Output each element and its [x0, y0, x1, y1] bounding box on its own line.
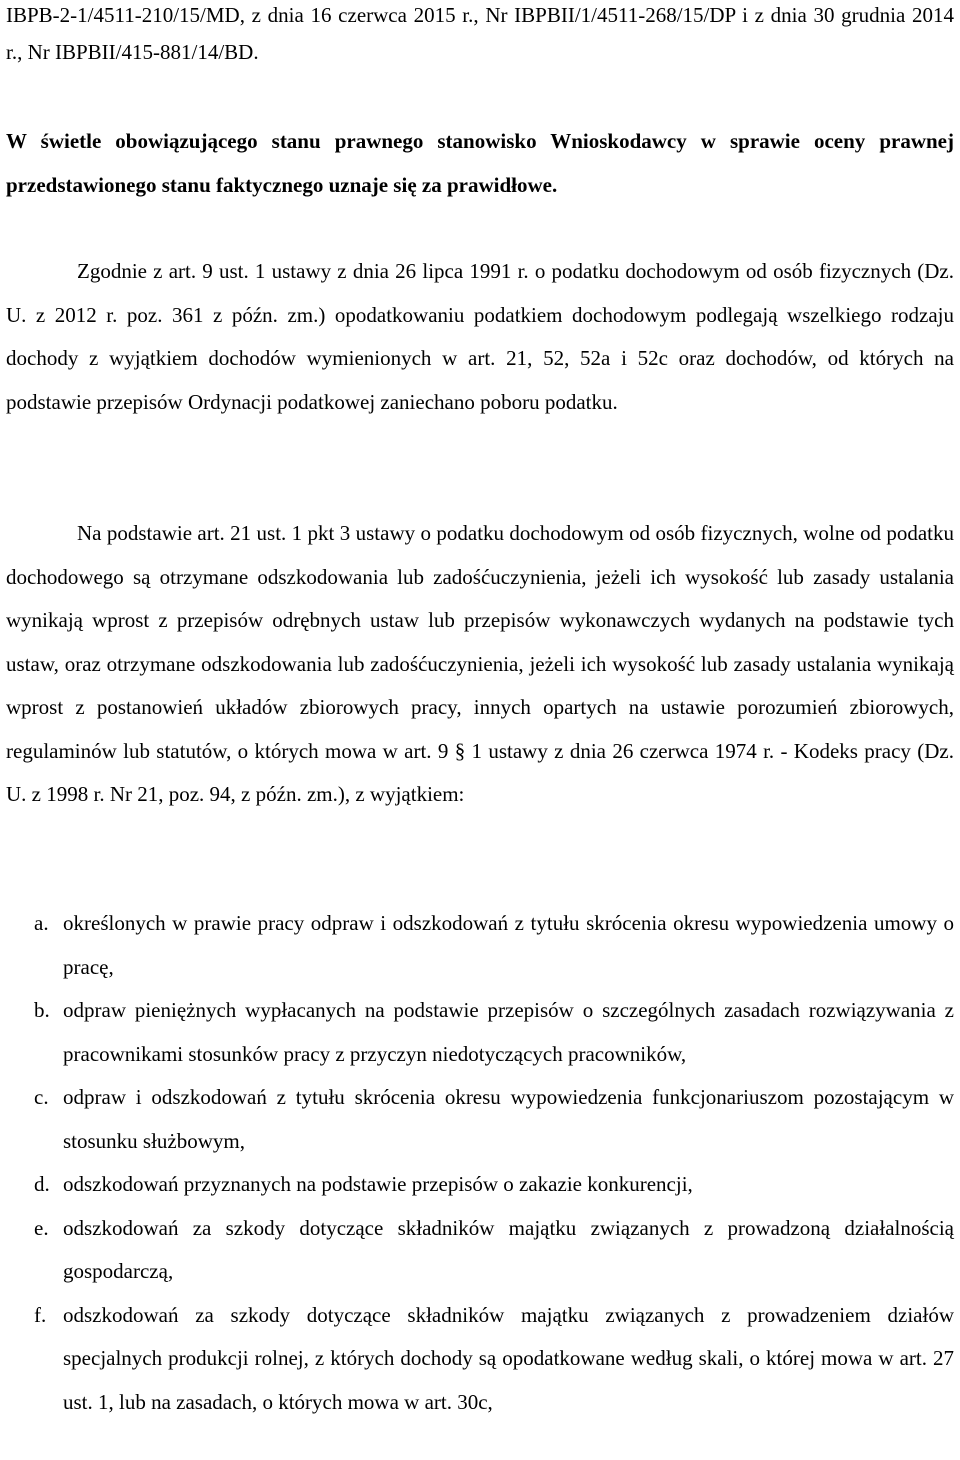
list-item	[0, 1207, 960, 1294]
list-marker: c.	[34, 1085, 49, 1109]
list-marker: b.	[34, 998, 50, 1022]
list-item-text: odszkodowań przyznanych na podstawie przepisów o zakazie konkurencji,	[63, 1172, 693, 1196]
list-item	[0, 902, 960, 989]
list-item	[0, 1163, 960, 1207]
list-item-text: odszkodowań za szkody dotyczące składników majątku związanych z prowadzeniem działów specjalnych produkcji rolnej, z których dochody są opodatkowane według skali, o której mowa w art. 27 ust. 1, lub na zasadach, o których mowa w art. 30c,	[63, 1302, 954, 1414]
exceptions-list	[0, 902, 960, 1424]
list-item-text: odpraw pieniężnych wypłacanych na podstawie przepisów o szczególnych zasadach rozwiązywania z pracownikami stosunków pracy z przyczyn niedotyczących pracowników,	[63, 998, 954, 1066]
list-item-text: odpraw i odszkodowań z tytułu skrócenia okresu wypowiedzenia funkcjonariuszom pozostającym w stosunku służbowym,	[63, 1085, 954, 1153]
reference-paragraph: IBPB-2-1/4511-210/15/MD, z dnia 16 czerwca 2015 r., Nr IBPBII/1/4511-268/15/DP i z dnia 30 grudnia 2014 r., Nr IBPBII/415-881/14/BD.	[6, 3, 954, 64]
list-item-text: odszkodowań za szkody dotyczące składników majątku związanych z prowadzoną działalnością gospodarczą,	[63, 1215, 954, 1283]
art9-paragraph: Zgodnie z art. 9 ust. 1 ustawy z dnia 26 lipca 1991 r. o podatku dochodowym od osób fizycznych (Dz. U. z 2012 r. poz. 361 z późn. zm.) opodatkowaniu podatkiem dochodowym podlegają wszelkiego rodzaju dochody z wyjątkiem dochodów wymienionych w art. 21, 52, 52a i 52c oraz dochodów, od których na podstawie przepisów Ordynacji podatkowej zaniechano poboru podatku.	[6, 259, 954, 414]
conclusion-paragraph: W świetle obowiązującego stanu prawnego stanowisko Wnioskodawcy w sprawie oceny prawnej przedstawionego stanu faktycznego uznaje się za prawidłowe.	[6, 129, 954, 197]
list-marker: a.	[34, 911, 49, 935]
list-item	[0, 1076, 960, 1163]
list-item	[0, 989, 960, 1076]
list-marker: e.	[34, 1215, 49, 1240]
list-item-text: określonych w prawie pracy odpraw i odszkodowań z tytułu skrócenia okresu wypowiedzenia umowy o pracę,	[63, 911, 954, 979]
list-marker: d.	[34, 1172, 50, 1196]
list-item	[0, 1294, 960, 1425]
art21-paragraph: Na podstawie art. 21 ust. 1 pkt 3 ustawy o podatku dochodowym od osób fizycznych, wolne od podatku dochodowego są otrzymane odszkodowania lub zadośćuczynienia, jeżeli ich wysokość lub zasady ustalania wynikają wprost z przepisów odrębnych ustaw lub przepisów wykonawczych wydanych na podstawie tych ustaw, oraz otrzymane odszkodowania lub zadośćuczynienia, jeżeli ich wysokość lub zasady ustalania wynikają wprost z postanowień układów zbiorowych pracy, innych opartych na ustawie porozumień zbiorowych, regulaminów lub statutów, o których mowa w art. 9 § 1 ustawy z dnia 26 czerwca 1974 r. - Kodeks pracy (Dz. U. z 1998 r. Nr 21, poz. 94, z późn. zm.), z wyjątkiem:	[6, 521, 954, 806]
list-marker: f.	[34, 1302, 47, 1327]
